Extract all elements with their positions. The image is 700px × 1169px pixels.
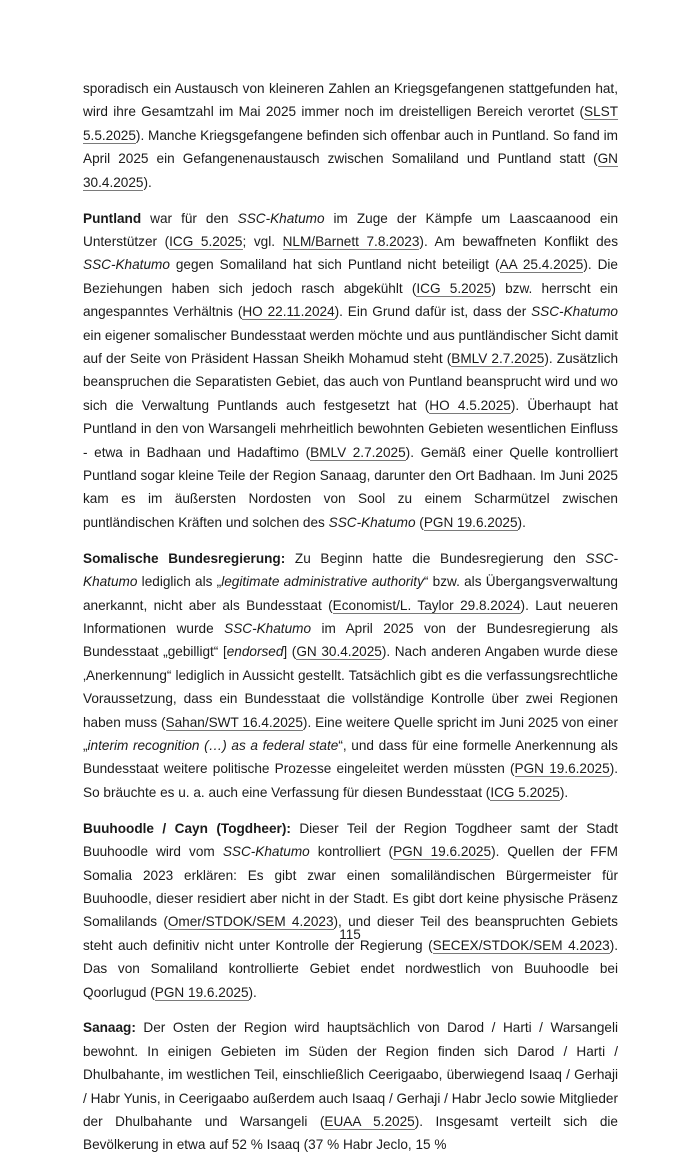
emphasis-text: SSC-Khatumo [224, 620, 312, 636]
body-text: ). Ein Grund dafür ist, dass der [334, 304, 532, 320]
emphasis-text: SSC-Khatumo [222, 844, 310, 860]
body-text: ; vgl. [242, 233, 283, 249]
document-body [83, 77, 618, 1169]
body-text: ). Manche Kriegsgefangene befinden sich offenbar auch in Puntland. So fand im April 2025 ein Gefangenenaustausch zwischen Somaliland und Puntland statt ( [83, 127, 618, 167]
body-text: ). [517, 514, 526, 530]
body-text: ). Laut neueren Informationen wurde [83, 597, 619, 636]
source-reference-link[interactable]: SECEX/STDOK/SEM 4.2023 [432, 937, 610, 953]
paragraph-prisoners [83, 77, 618, 194]
source-reference-link[interactable]: PGN 19.6.2025 [393, 844, 492, 860]
section-heading: Somalische Bundesregierung: [83, 550, 286, 566]
emphasis-text: SSC-Khatumo [83, 257, 170, 273]
body-text: ). Das von Somaliland kontrollierte Gebiet endet nordwestlich von Buuhoodle bei Qoorlugud ( [83, 937, 618, 1000]
body-text: ). Insgesamt verteilt sich die Bevölkerung in etwa auf 52 % Isaaq (37 % Habr Jeclo, 15 % [83, 1114, 618, 1153]
source-reference-link[interactable]: ICG 5.2025 [416, 280, 492, 296]
page-number: 115 [339, 927, 361, 942]
source-reference-link[interactable]: PGN 19.6.2025 [154, 984, 249, 1000]
source-reference-link[interactable]: BMLV 2.7.2025 [310, 444, 406, 460]
body-text: im April 2025 von der Bundesregierung als Bundesstaat „gebilligt“ [ [83, 620, 618, 660]
body-text: Der Osten der Region wird hauptsächlich von Darod / Harti / Warsangeli bewohnt. In einigen Gebieten im Süden der Region finden sich Darod / Harti / Dhulbahante, im westlichen Teil, einschließlich Ceerigaabo, überwiegend Isaaq / Gerhaji / Habr Yunis, in Ceerigaabo außerdem auch Isaaq / Gerhaji / Habr Jeclo sowie Mitglieder der Dhulbahante und Warsangeli ( [83, 1020, 618, 1130]
body-text: ). Die Beziehungen haben sich jedoch rasch abgekühlt ( [83, 257, 618, 296]
body-text: ). [248, 984, 257, 1000]
body-text: war für den [141, 210, 238, 226]
source-reference-link[interactable]: Omer/STDOK/SEM 4.2023 [167, 914, 334, 930]
source-reference-link[interactable]: Economist/L. Taylor 29.8.2024 [332, 597, 521, 613]
body-text: ). Quellen der FFM Somalia 2023 erklären: Es gibt zwar einen somaliländischen Bürgermeister für Buuhoodle, dieser residiert aber nicht in der Stadt. Es gibt dort keine physische Präsenz Somalilands ( [83, 844, 618, 930]
body-text: im Zuge der Kämpfe um Laascaanood ein Unterstützer ( [83, 210, 619, 249]
body-text: ). Überhaupt hat Puntland in den von Warsangeli mehrheitlich bewohnten Gebieten wesentlichen Einfluss - etwa in Badhaan und Hadaftimo ( [83, 397, 618, 460]
source-reference-link[interactable]: PGN 19.6.2025 [514, 761, 610, 777]
source-reference-link[interactable]: HO 4.5.2025 [429, 397, 511, 413]
body-text: kontrolliert ( [309, 844, 394, 860]
body-text: ). [559, 784, 569, 800]
paragraph-sanaag [83, 1016, 618, 1156]
source-reference-link[interactable]: AA 25.4.2025 [499, 257, 584, 273]
source-reference-link[interactable]: GN 30.4.2025 [83, 151, 618, 190]
emphasis-text: SSC-Khatumo [237, 210, 325, 226]
source-reference-link[interactable]: ICG 5.2025 [169, 233, 243, 249]
body-text: ) bzw. herrscht ein angespanntes Verhältnis ( [83, 280, 618, 320]
emphasis-text: SSC-Khatumo [83, 550, 618, 590]
body-text: ), und dieser Teil des beanspruchten Gebiets steht auch definitiv nicht unter Kontrolle der Regierung ( [83, 914, 618, 953]
section-heading: Puntland [83, 210, 142, 226]
body-text: ( [415, 514, 424, 530]
section-heading: Sanaag: [83, 1020, 136, 1036]
body-text: ). Eine weitere Quelle spricht im Juni 2025 von einer „ [83, 714, 619, 753]
emphasis-text: SSC-Khatumo [531, 304, 618, 320]
body-text: ). [143, 174, 152, 190]
paragraph-federal-government [83, 547, 618, 804]
body-text: sporadisch ein Austausch von kleineren Zahlen an Kriegsgefangenen stattgefunden hat, wird ihre Gesamtzahl im Mai 2025 immer noch im dreistelligen Bereich verortet ( [83, 81, 618, 120]
emphasis-text: interim recognition (…) as a federal state [87, 737, 339, 753]
source-reference-link[interactable]: HO 22.11.2024 [242, 304, 335, 320]
emphasis-text: endorsed [226, 644, 284, 660]
body-text: gegen Somaliland hat sich Puntland nicht beteiligt ( [169, 257, 500, 273]
emphasis-text: SSC-Khatumo [328, 514, 416, 530]
source-reference-link[interactable]: ICG 5.2025 [490, 784, 560, 800]
body-text: ). Am bewaffneten Konflikt des [419, 233, 619, 249]
body-text: Dieser Teil der Region Togdheer samt der Stadt Buuhoodle wird vom [83, 820, 618, 860]
source-reference-link[interactable]: NLM/Barnett 7.8.2023 [282, 233, 420, 249]
body-text: ). Nach anderen Angaben wurde diese ‚Anerkennung“ lediglich in Aussicht gestellt. Tatsächlich gibt es die verfassungsrechtliche Voraussetzung, dass ein Bundesstaat die vollständige Kontrolle über zwei Regionen haben muss ( [83, 644, 618, 730]
paragraph-buuhoodle [83, 817, 618, 1004]
section-heading: Buuhoodle / Cayn (Togdheer): [83, 820, 291, 836]
source-reference-link[interactable]: SLST 5.5.2025 [83, 104, 618, 143]
source-reference-link[interactable]: PGN 19.6.2025 [423, 514, 518, 530]
body-text: ). Zusätzlich beanspruchen die Separatisten Gebiet, das auch von Puntland beansprucht wird und wo sich die Verwaltung Puntlands auch festgesetzt hat ( [83, 350, 618, 413]
body-text: ein eigener somalischer Bundesstaat werden möchte und aus puntländischer Sicht damit auf der Seite von Präsident Hassan Sheikh Mohamud steht ( [83, 327, 618, 366]
source-reference-link[interactable]: EUAA 5.2025 [324, 1114, 415, 1130]
emphasis-text: legitimate administrative authority [221, 574, 424, 590]
body-text: Zu Beginn hatte die Bundesregierung den [285, 550, 586, 566]
body-text: ). Gemäß einer Quelle kontrolliert Puntland sogar kleine Teile der Region Sanaag, darunter den Ort Badhaan. Im Juni 2025 kam es im äußersten Nordosten von Sool zu einem Scharmützel zwischen puntländischen Kräften und solchen des [83, 444, 618, 530]
source-reference-link[interactable]: GN 30.4.2025 [296, 644, 382, 660]
body-text: lediglich als „ [137, 574, 222, 590]
body-text: “ bzw. als Übergangsverwaltung anerkannt, nicht aber als Bundesstaat ( [83, 574, 618, 613]
body-text: ] ( [283, 644, 297, 660]
body-text: “, und dass für eine formelle Anerkennung als Bundesstaat weitere politische Prozesse eingeleitet werden müssten ( [83, 737, 618, 777]
source-reference-link[interactable]: Sahan/SWT 16.4.2025 [165, 714, 303, 730]
source-reference-link[interactable]: BMLV 2.7.2025 [451, 350, 545, 366]
paragraph-puntland [83, 207, 618, 535]
body-text: ). So bräuchte es u. a. auch eine Verfassung für diesen Bundesstaat ( [83, 761, 618, 800]
